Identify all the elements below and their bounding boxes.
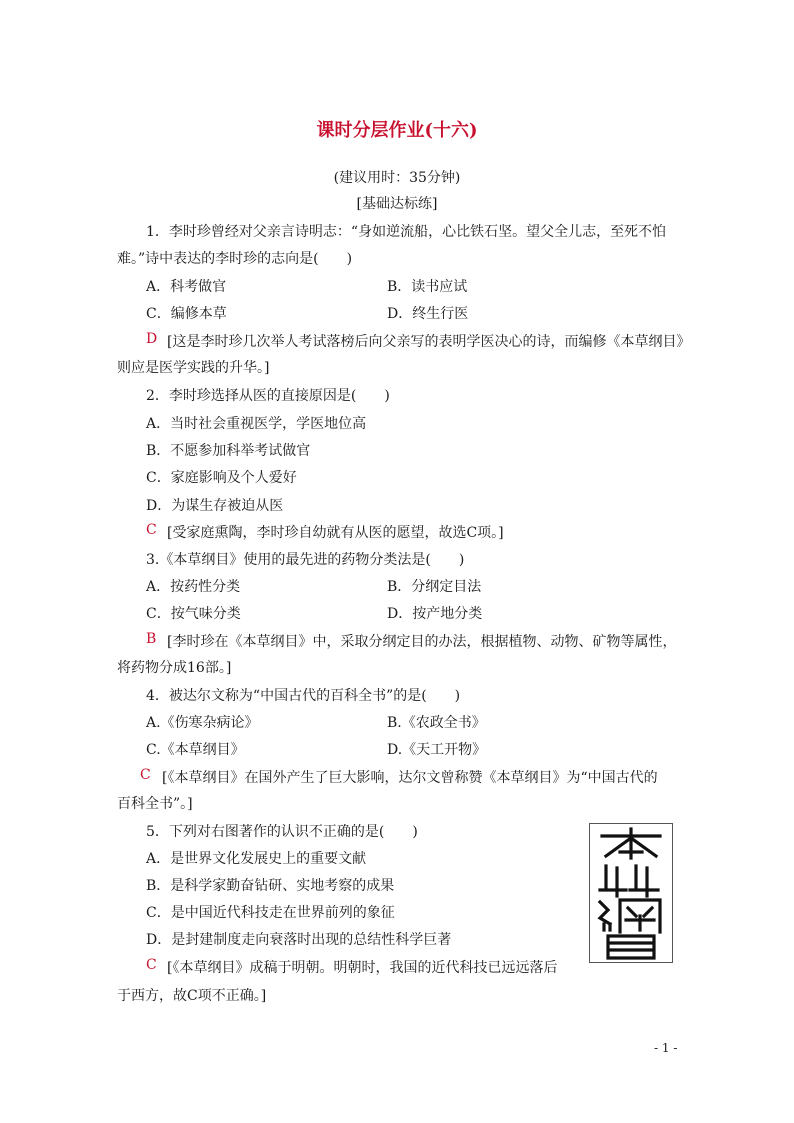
q3-option-b: B．分纲定目法 — [387, 579, 482, 595]
q1-explanation-line-2: 则应是医学实践的升华。] — [117, 360, 270, 376]
q1-stem-line-1: 1．李时珍曾经对父亲言诗明志：“身如逆流船，心比铁石坚。望父全儿志，至死不怕 — [146, 224, 667, 240]
q1-explanation-line-1: [这是李时珍几次举人考试落榜后向父亲写的表明学医决心的诗，而编修《本草纲目》 — [167, 334, 691, 350]
q5-option-c: C．是中国近代科技走在世界前列的象征 — [146, 905, 395, 921]
page-number: - 1 - — [654, 1041, 678, 1055]
time-note: (建议用时：35分钟) — [333, 170, 461, 186]
seal-script-icon — [590, 824, 672, 962]
q5-answer: C — [146, 957, 157, 973]
q3-option-c: C．按气味分类 — [146, 606, 241, 622]
q4-stem: 4．被达尔文称为“中国古代的百科全书”的是( ) — [146, 688, 461, 704]
q2-explanation: [受家庭熏陶，李时珍自幼就有从医的愿望，故选C项。] — [167, 525, 504, 541]
q2-option-a: A．当时社会重视医学，学医地位高 — [146, 416, 367, 432]
q5-option-b: B．是科学家勤奋钻研、实地考察的成果 — [146, 878, 395, 894]
q4-explanation-line-2: 百科全书”。] — [117, 796, 193, 812]
q2-option-b: B．不愿参加科举考试做官 — [146, 443, 311, 459]
q5-option-d: D．是封建制度走向衰落时出现的总结性科学巨著 — [146, 932, 452, 948]
q5-stem: 5．下列对右图著作的认识不正确的是( ) — [146, 824, 418, 840]
q5-explanation-line-2: 于西方，故C项不正确。] — [117, 988, 267, 1004]
q3-explanation-line-2: 将药物分成16部。] — [117, 660, 232, 676]
q3-answer: B — [146, 631, 157, 647]
q4-option-c: C.《本草纲目》 — [146, 742, 245, 758]
q4-explanation-line-1: [《本草纲目》在国外产生了巨大影响，达尔文曾称赞《本草纲目》为“中国古代的 — [162, 770, 658, 786]
q3-option-a: A．按药性分类 — [146, 579, 241, 595]
q3-option-d: D．按产地分类 — [387, 606, 483, 622]
q2-option-c: C．家庭影响及个人爱好 — [146, 470, 297, 486]
q4-option-d: D.《天工开物》 — [387, 742, 487, 758]
q2-answer: C — [146, 522, 157, 538]
q2-stem: 2．李时珍选择从医的直接原因是( ) — [146, 388, 390, 404]
page-title: 课时分层作业(十六) — [316, 120, 478, 141]
q3-explanation-line-1: [李时珍在《本草纲目》中，采取分纲定目的办法，根据植物、动物、矿物等属性， — [167, 634, 677, 650]
section-heading: [基础达标练] — [356, 196, 438, 212]
q1-option-b: B．读书应试 — [387, 279, 468, 295]
q1-stem-line-2: 难。”诗中表达的李时珍的志向是( ) — [117, 251, 353, 267]
q4-answer: C — [140, 767, 151, 783]
q4-option-b: B.《农政全书》 — [387, 715, 486, 731]
q1-option-a: A．科考做官 — [146, 279, 227, 295]
q1-option-c: C．编修本草 — [146, 306, 227, 322]
q5-option-a: A．是世界文化发展史上的重要文献 — [146, 851, 367, 867]
q1-option-d: D．终生行医 — [387, 306, 469, 322]
q3-stem: 3.《本草纲目》使用的最先进的药物分类法是( ) — [146, 552, 465, 568]
q5-explanation-line-1: [《本草纲目》成稿于明朝。明朝时，我国的近代科技已远远落后 — [167, 960, 558, 976]
q2-option-d: D．为谋生存被迫从医 — [146, 498, 284, 514]
seal-script-image — [589, 823, 673, 963]
q4-option-a: A.《伤寒杂病论》 — [146, 715, 259, 731]
q1-answer: D — [146, 331, 158, 347]
